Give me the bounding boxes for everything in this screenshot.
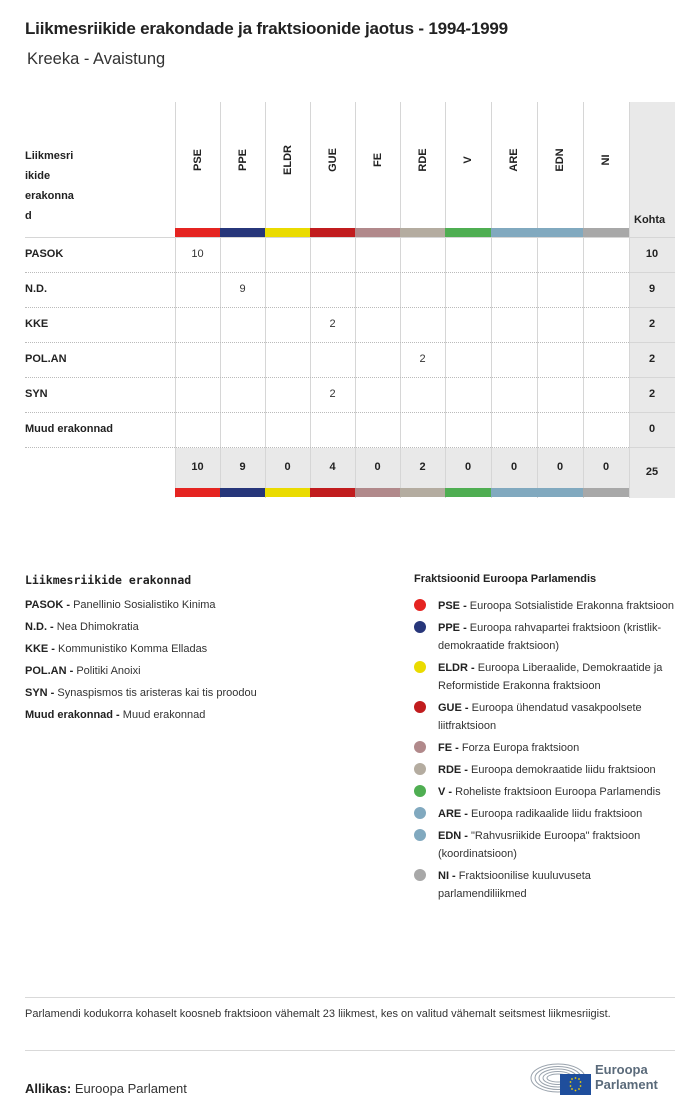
party-legend-item: Muud erakonnad - Muud erakonnad <box>25 709 206 721</box>
column-total: 0 <box>464 461 472 473</box>
party-legend-item: N.D. - Nea Dhimokratia <box>25 621 139 633</box>
party-label: Muud erakonnad <box>25 423 114 435</box>
page-subtitle: Kreeka - Avaistung <box>27 50 166 68</box>
group-legend-item: PPE - Euroopa rahvapartei fraktsioon (kristlik-demokraatide fraktsioon) <box>414 619 676 655</box>
group-legend-item: NI - Fraktsioonilise kuuluvuseta parlamendiliikmed <box>414 867 676 903</box>
row-header-label: Liikmesri ikide erakonna d <box>25 150 74 222</box>
group-color-dot-icon <box>414 785 426 797</box>
page-title: Liikmesriikide erakondade ja fraktsioonide jaotus - 1994-1999 <box>25 19 508 38</box>
column-header-edn: EDN <box>554 148 566 172</box>
group-color-dot-icon <box>414 763 426 775</box>
seat-cell: 2 <box>329 388 336 400</box>
row-total: 2 <box>648 318 656 330</box>
groups-legend-title: Fraktsioonid Euroopa Parlamendis <box>414 573 597 585</box>
group-color-bar <box>445 488 491 497</box>
group-color-bar <box>220 488 265 497</box>
group-color-bar <box>445 228 491 237</box>
column-total: 4 <box>329 461 336 473</box>
group-color-bar <box>400 488 445 497</box>
group-legend-item: PSE - Euroopa Sotsialistide Erakonna fraktsioon <box>414 597 676 615</box>
row-total: 2 <box>648 353 656 365</box>
source-line <box>25 1081 187 1096</box>
hemicycle-flag-icon <box>530 1060 592 1096</box>
table-row <box>25 238 675 273</box>
column-total: 9 <box>239 461 246 473</box>
column-total: 10 <box>191 461 204 473</box>
group-legend-item: GUE - Euroopa ühendatud vasakpoolsete liitfraktsioon <box>414 699 676 735</box>
party-label: N.D. <box>25 283 47 295</box>
column-header-fe: FE <box>371 152 384 168</box>
column-total: 0 <box>374 461 381 473</box>
divider <box>25 1050 675 1051</box>
group-color-bar <box>537 228 583 237</box>
group-legend-item: EDN - "Rahvusriikide Euroopa" fraktsioon (koordinatsioon) <box>414 827 676 863</box>
group-color-dot-icon <box>414 807 426 819</box>
row-divider <box>25 447 629 448</box>
column-header-pse: PSE <box>191 148 204 172</box>
party-label: KKE <box>25 318 49 330</box>
group-color-dot-icon <box>414 599 426 611</box>
column-total: 2 <box>419 461 426 473</box>
group-color-bar <box>537 488 583 497</box>
seat-cell: 9 <box>239 283 246 295</box>
column-header-v: V <box>462 156 474 164</box>
group-color-bar <box>265 228 310 237</box>
party-label: POL.AN <box>25 353 67 365</box>
table-row <box>25 273 675 308</box>
group-color-bar <box>220 228 265 237</box>
table-row <box>25 378 675 413</box>
group-color-dot-icon <box>414 869 426 881</box>
group-color-dot-icon <box>414 829 426 841</box>
european-parliament-logo <box>530 1060 680 1100</box>
row-divider <box>629 447 675 448</box>
divider <box>25 997 675 998</box>
group-color-dot-icon <box>414 621 426 633</box>
column-header-gue: GUE <box>326 148 339 172</box>
row-total: 2 <box>648 388 656 400</box>
total-column-header: Kohta <box>634 214 666 226</box>
column-header-ppe: PPE <box>236 148 249 172</box>
parties-legend <box>25 597 257 729</box>
column-header-ni: NI <box>600 154 612 166</box>
party-legend-item: POL.AN - Politiki Anoixi <box>25 665 141 677</box>
footnote: Parlamendi kodukorra kohaselt koosneb fraktsioon vähemalt 23 liikmest, kes on valitud vähemalt seitsmest liikmesriigist. <box>25 1008 611 1020</box>
party-label: PASOK <box>25 248 64 260</box>
group-legend-item: ARE - Euroopa radikaalide liidu fraktsioon <box>414 805 676 823</box>
party-label: SYN <box>25 388 48 400</box>
logo-text: Euroopa Parlament <box>595 1062 658 1092</box>
column-header-rde: RDE <box>416 148 429 172</box>
party-legend-item: KKE - Kommunistiko Komma Elladas <box>25 643 208 655</box>
group-color-dot-icon <box>414 661 426 673</box>
source-label: Allikas: <box>25 1081 72 1096</box>
column-total: 0 <box>284 461 291 473</box>
group-color-bar <box>310 488 355 497</box>
group-color-bar <box>265 488 310 497</box>
group-color-bar <box>175 488 220 497</box>
group-color-bar <box>583 488 629 497</box>
group-color-bar <box>310 228 355 237</box>
source-value: Euroopa Parlament <box>74 1081 187 1096</box>
group-legend-item: ELDR - Euroopa Liberaalide, Demokraatide ja Reformistide Erakonna fraktsioon <box>414 659 676 695</box>
group-color-bar <box>175 228 220 237</box>
seat-cell: 2 <box>329 318 336 330</box>
party-legend-item: PASOK - Panellinio Sosialistiko Kinima <box>25 599 216 611</box>
group-color-bar <box>583 228 629 237</box>
group-color-dot-icon <box>414 741 426 753</box>
group-color-bar <box>491 488 537 497</box>
group-color-dot-icon <box>414 701 426 713</box>
group-color-bar <box>400 228 445 237</box>
seat-cell: 10 <box>191 248 204 260</box>
group-color-bar <box>355 488 400 497</box>
column-total: 0 <box>556 461 564 473</box>
party-legend-item: SYN - Synaspismos tis aristeras kai tis proodou <box>25 687 257 699</box>
column-header-are: ARE <box>508 148 520 172</box>
column-header-eldr: ELDR <box>281 145 294 175</box>
table-row <box>25 343 675 378</box>
table-row <box>25 413 675 448</box>
parties-legend-title: Liikmesriikide erakonnad <box>25 573 192 587</box>
column-total: 0 <box>602 461 610 473</box>
group-color-bar <box>355 228 400 237</box>
column-total: 0 <box>510 461 518 473</box>
row-total: 10 <box>645 248 659 260</box>
grand-total: 25 <box>645 466 659 478</box>
row-total: 0 <box>648 423 656 435</box>
group-legend-item: RDE - Euroopa demokraatide liidu fraktsioon <box>414 761 676 779</box>
groups-legend <box>414 597 676 907</box>
table-row <box>25 308 675 343</box>
group-legend-item: V - Roheliste fraktsioon Euroopa Parlamendis <box>414 783 676 801</box>
seat-cell: 2 <box>419 353 426 365</box>
row-total: 9 <box>648 283 656 295</box>
group-legend-item: FE - Forza Europa fraktsioon <box>414 739 676 757</box>
group-color-bar <box>491 228 537 237</box>
